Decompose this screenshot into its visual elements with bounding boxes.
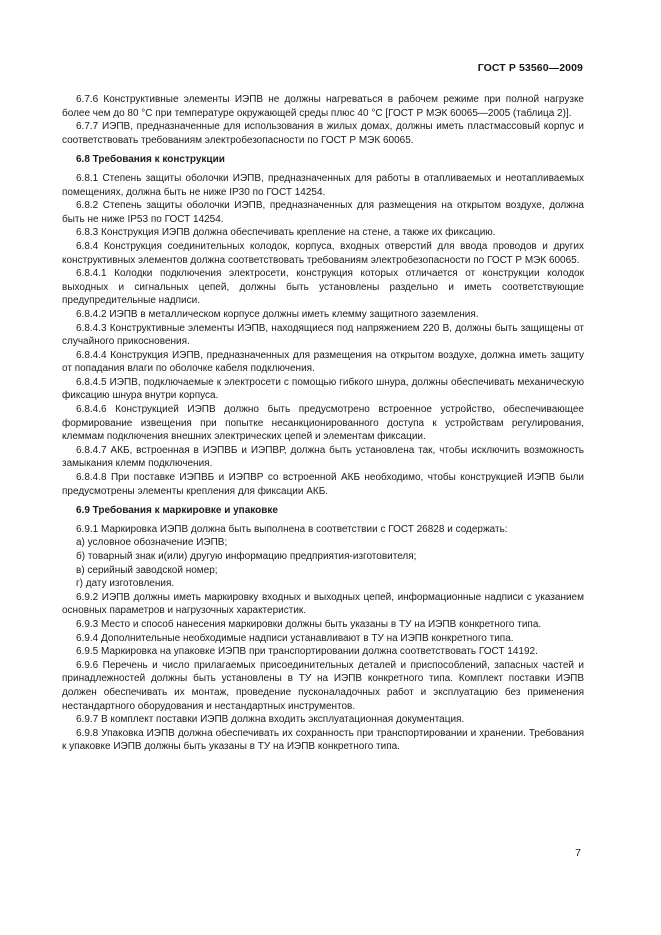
clause-6-8-4-7: 6.8.4.7 АКБ, встроенная в ИЭПВБ и ИЭПВР, должна быть установлена так, чтобы исключить возможность замыкания клемм подключения.	[62, 444, 584, 470]
clause-6-9-5: 6.9.5 Маркировка на упаковке ИЭПВ при транспортировании должна соответствовать ГОСТ 14192.	[76, 646, 538, 658]
clause-6-7-7: 6.7.7 ИЭПВ, предназначенные для использования в жилых домах, должны иметь пластмассовый корпус и соответствовать требованиям электробезопасности по ГОСТ Р МЭК 60065.	[62, 121, 584, 146]
page-number: 7	[575, 847, 581, 859]
list-item-g: г) дату изготовления.	[76, 578, 175, 590]
section-heading-6-8: 6.8 Требования к конструкции	[76, 154, 225, 166]
clause-6-8-2: 6.8.2 Степень защиты оболочки ИЭПВ, предназначенных для размещения на открытом воздухе, должна быть не ниже IP53 по ГОСТ 14254.	[62, 200, 584, 225]
section-heading-6-9: 6.9 Требования к маркировке и упаковке	[76, 505, 278, 517]
list-item-a: а) условное обозначение ИЭПВ;	[76, 537, 228, 549]
clause-6-8-3: 6.8.3 Конструкция ИЭПВ должна обеспечивать крепление на стене, а также их фиксацию.	[76, 227, 496, 239]
document-body	[62, 93, 584, 754]
clause-6-9-2: 6.9.2 ИЭПВ должны иметь маркировку входных и выходных цепей, информационные надписи с указанием основных параметров и нагрузочных характеристик.	[62, 591, 584, 617]
clause-6-9-4: 6.9.4 Дополнительные необходимые надписи устанавливают в ТУ на ИЭПВ конкретного типа.	[76, 632, 514, 644]
clause-6-8-4-1: 6.8.4.1 Колодки подключения электросети, конструкция которых отличается от конструкции колодок выходных и сигнальных цепей, должны быть установлены раздельно и иметь соответствующие предупредительные надписи.	[62, 268, 584, 307]
document-id-header: ГОСТ Р 53560—2009	[477, 62, 583, 74]
list-item-v: в) серийный заводской номер;	[76, 564, 218, 576]
clause-6-8-1: 6.8.1 Степень защиты оболочки ИЭПВ, предназначенных для работы в отапливаемых и неотапливаемых помещениях, должна быть не ниже IP30 по ГОСТ 14254.	[62, 172, 584, 198]
clause-6-8-4-5: 6.8.4.5 ИЭПВ, подключаемые к электросети с помощью гибкого шнура, должны обеспечивать механическую фиксацию шнура внутри корпуса.	[62, 376, 584, 402]
clause-6-9-6: 6.9.6 Перечень и число прилагаемых присоединительных деталей и приспособлений, запасных частей и принадлежностей должны быть установлены в ТУ на ИЭПВ конкретного типа. Комплект поставки ИЭПВ должен обеспечивать их монтаж, проведение пусконаладочных работ и эксплуатацию без применения нестандартного оборудования и нестандартных инструментов.	[62, 659, 584, 712]
clause-6-8-4-2: 6.8.4.2 ИЭПВ в металлическом корпусе должны иметь клемму защитного заземления.	[76, 308, 479, 320]
clause-6-8-4-3: 6.8.4.3 Конструктивные элементы ИЭПВ, находящиеся под напряжением 220 В, должны быть защищены от случайного прикосновения.	[62, 322, 584, 348]
clause-6-8-4-4: 6.8.4.4 Конструкция ИЭПВ, предназначенных для размещения на открытом воздухе, должна иметь защиту от попадания влаги по оболочке кабеля подключения.	[62, 349, 584, 375]
clause-6-9-3: 6.9.3 Место и способ нанесения маркировки должны быть указаны в ТУ на ИЭПВ конкретного типа.	[76, 618, 542, 630]
clause-6-8-4-6: 6.8.4.6 Конструкцией ИЭПВ должно быть предусмотрено встроенное устройство, обеспечивающее формирование извещения при попытке несанкционированного доступа к устройствам регулирования, клеммам подключения внешних электрических цепей и элементам фиксации.	[62, 404, 584, 443]
list-item-b: б) товарный знак и(или) другую информацию предприятия-изготовителя;	[76, 551, 417, 562]
clause-6-9-8: 6.9.8 Упаковка ИЭПВ должна обеспечивать их сохранность при транспортировании и хранении. Требования к упаковке ИЭПВ должны быть указаны в ТУ на ИЭПВ конкретного типа.	[62, 727, 584, 753]
clause-6-8-4-8: 6.8.4.8 При поставке ИЭПВБ и ИЭПВР со встроенной АКБ необходимо, чтобы конструкцией ИЭПВ были предусмотрены элементы крепления для фиксации АКБ.	[62, 472, 584, 497]
clause-6-7-6: 6.7.6 Конструктивные элементы ИЭПВ не должны нагреваться в рабочем режиме при полной нагрузке более чем до 80 °С при температуре окружающей среды плюс 40 °С [ГОСТ Р МЭК 60065—2005 (таблица 2)].	[62, 94, 584, 119]
clause-6-9-1: 6.9.1 Маркировка ИЭПВ должна быть выполнена в соответствии с ГОСТ 26828 и содержать:	[76, 523, 508, 535]
clause-6-9-7: 6.9.7 В комплект поставки ИЭПВ должна входить эксплуатационная документация.	[76, 714, 465, 726]
clause-6-8-4: 6.8.4 Конструкция соединительных колодок, корпуса, входных отверстий для ввода проводов и других конструктивных элементов должна соответствовать требованиям электробезопасности по ГОСТ Р МЭК 60065.	[62, 240, 584, 266]
